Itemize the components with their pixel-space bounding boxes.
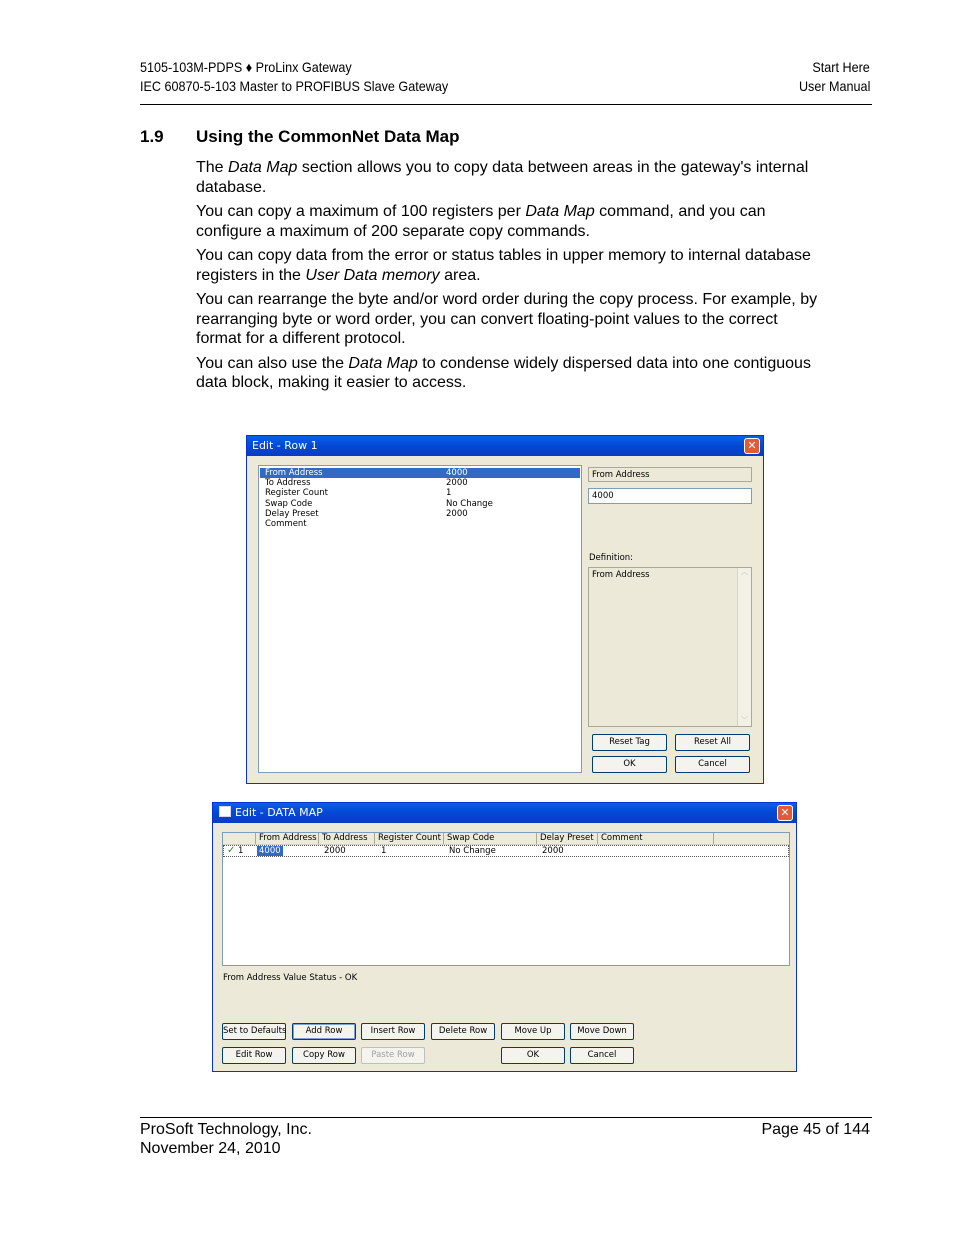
column-header[interactable]: Comment: [598, 833, 714, 844]
section-title: Using the CommonNet Data Map: [196, 127, 460, 146]
footer-company: ProSoft Technology, Inc.: [140, 1121, 312, 1138]
move-down-button[interactable]: Move Down: [570, 1023, 634, 1040]
scrollbar[interactable]: [737, 568, 751, 726]
dialog-title: Edit - DATA MAP: [235, 806, 323, 819]
property-name: Register Count: [265, 488, 328, 499]
header-rule: [140, 104, 872, 105]
property-name: Delay Preset: [265, 508, 319, 519]
add-row-button[interactable]: Add Row: [292, 1023, 356, 1040]
row-index: 1: [238, 846, 244, 856]
cell-from-address[interactable]: 4000: [257, 846, 283, 856]
footer-page-number: Page 45 of 144: [761, 1121, 870, 1138]
dialog-title: Edit - Row 1: [252, 439, 318, 452]
set-defaults-button[interactable]: Set to Defaults: [222, 1023, 286, 1040]
property-name: Comment: [265, 518, 307, 529]
header-doc-id: 5105-103M-PDPS ♦ ProLinx Gateway: [140, 59, 352, 75]
table-header: [223, 833, 789, 845]
cell-register-count[interactable]: 1: [381, 846, 387, 856]
property-row[interactable]: [260, 499, 580, 509]
property-row-selected[interactable]: [260, 468, 580, 478]
header-doc-title: IEC 60870-5-103 Master to PROFIBUS Slave Gateway: [140, 78, 449, 94]
property-row[interactable]: [260, 488, 580, 498]
property-row[interactable]: [260, 519, 580, 529]
delete-row-button[interactable]: Delete Row: [431, 1023, 495, 1040]
definition-text: From Address: [592, 570, 650, 580]
section-number: 1.9: [140, 127, 164, 146]
reset-all-button[interactable]: Reset All: [675, 734, 750, 751]
paste-row-button[interactable]: Paste Row: [361, 1047, 425, 1064]
column-header[interactable]: From Address: [256, 833, 319, 844]
property-value: 4000: [446, 468, 468, 478]
paragraph: You can also use the Data Map to condense widely dispersed data into one contiguous data block, making it easier to access.: [196, 354, 811, 391]
body-text: [196, 158, 821, 398]
cell-to-address[interactable]: 2000: [324, 846, 346, 856]
insert-row-button[interactable]: Insert Row: [361, 1023, 425, 1040]
header-manual: User Manual: [798, 78, 870, 94]
footer-rule: [140, 1117, 872, 1118]
cancel-button[interactable]: Cancel: [570, 1047, 634, 1064]
close-icon[interactable]: ✕: [744, 438, 760, 454]
ok-button[interactable]: OK: [501, 1047, 565, 1064]
property-value: 1: [446, 488, 452, 499]
column-header[interactable]: Register Count: [375, 833, 444, 844]
column-header[interactable]: To Address: [319, 833, 375, 844]
definition-label: Definition:: [589, 553, 634, 563]
move-up-button[interactable]: Move Up: [501, 1023, 565, 1040]
dialog-titlebar[interactable]: [247, 436, 763, 456]
paragraph: The Data Map section allows you to copy data between areas in the gateway's internal database.: [196, 159, 809, 196]
cell-delay-preset[interactable]: 2000: [542, 846, 564, 856]
column-header[interactable]: Swap Code: [444, 833, 537, 844]
reset-tag-button[interactable]: Reset Tag: [592, 734, 667, 751]
table-row[interactable]: [223, 845, 789, 857]
property-name: To Address: [265, 478, 311, 489]
data-map-table[interactable]: [222, 832, 790, 966]
copy-row-button[interactable]: Copy Row: [292, 1047, 356, 1064]
property-row[interactable]: [260, 478, 580, 488]
definition-box: [588, 567, 752, 727]
ok-button[interactable]: OK: [592, 756, 667, 773]
scroll-up-icon[interactable]: ︿: [741, 569, 748, 576]
property-name: Swap Code: [265, 498, 313, 509]
edit-data-map-dialog: [212, 802, 797, 1072]
footer-date: November 24, 2010: [140, 1140, 281, 1157]
property-list[interactable]: [258, 465, 582, 773]
window-icon: [219, 806, 231, 817]
close-icon[interactable]: ✕: [777, 805, 793, 821]
edit-row-dialog: [246, 435, 764, 784]
cancel-button[interactable]: Cancel: [675, 756, 750, 773]
field-name-display: From Address: [588, 467, 752, 482]
check-icon: ✓: [227, 845, 236, 856]
paragraph: You can copy a maximum of 100 registers per Data Map command, and you can configure a maximum of 200 separate copy commands.: [196, 203, 766, 240]
paragraph: You can copy data from the error or status tables in upper memory to internal database registers in the User Data memory area.: [196, 247, 811, 284]
field-value-input[interactable]: 4000: [588, 488, 752, 504]
scroll-down-icon[interactable]: ﹀: [741, 717, 748, 724]
property-name: From Address: [265, 468, 323, 478]
status-text: From Address Value Status - OK: [223, 973, 358, 983]
property-value: No Change: [446, 498, 493, 509]
paragraph: You can rearrange the byte and/or word order during the copy process. For example, by rearranging byte or word order, you can convert floating-point values to the correct format for a different protocol.: [196, 291, 818, 347]
header-section: Start Here: [812, 59, 870, 75]
edit-row-button[interactable]: Edit Row: [222, 1047, 286, 1064]
property-row[interactable]: [260, 509, 580, 519]
cell-swap-code[interactable]: No Change: [449, 846, 496, 856]
column-header[interactable]: Delay Preset: [537, 833, 598, 844]
property-rows: [260, 468, 580, 529]
column-header-index[interactable]: [223, 833, 256, 844]
dialog-titlebar[interactable]: [213, 803, 796, 823]
property-value: 2000: [446, 508, 468, 519]
property-value: 2000: [446, 478, 468, 489]
